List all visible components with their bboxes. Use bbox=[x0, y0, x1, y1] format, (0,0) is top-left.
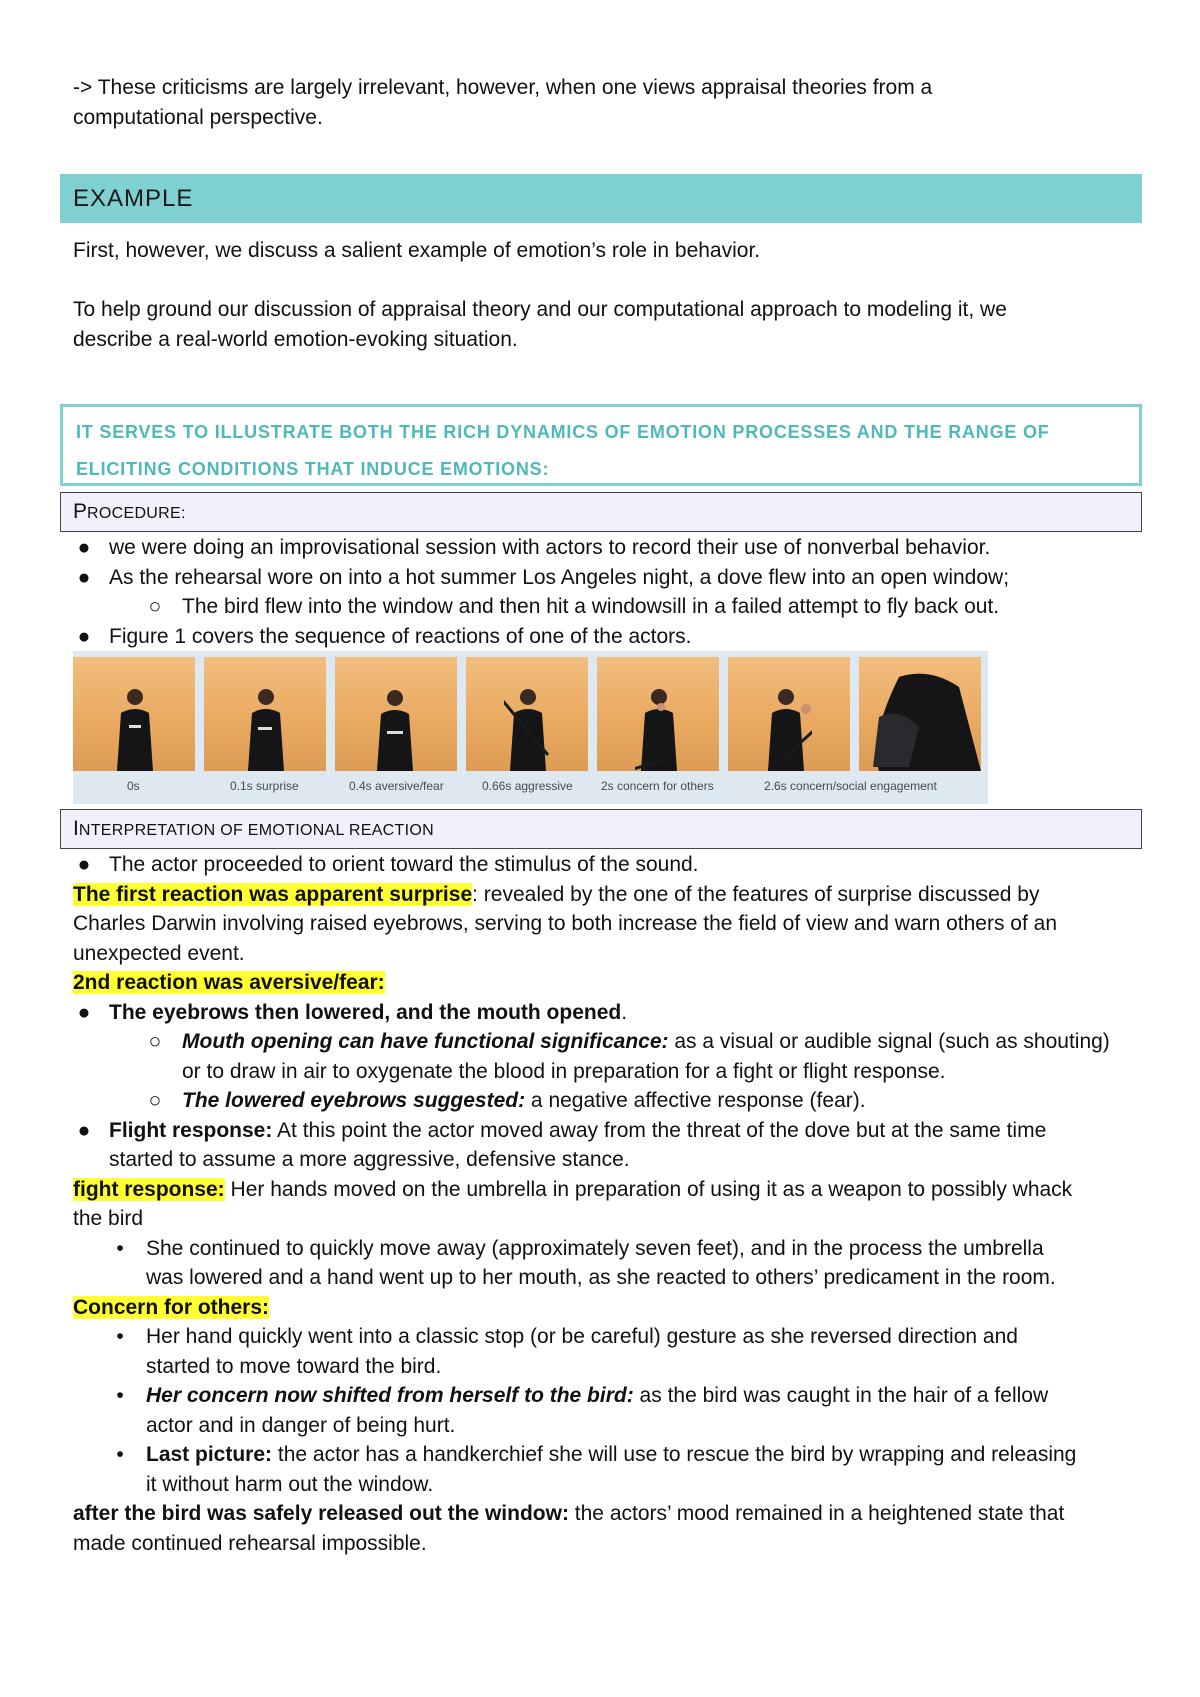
frame-aversive-fear bbox=[335, 657, 457, 771]
paragraph-ground-discussion: To help ground our discussion of appraisal theory and our computational approach to modeling it, we describe a real-world emotion-evoking situation. bbox=[73, 298, 1007, 351]
callout-line-2: ELICITING CONDITIONS THAT INDUCE EMOTIONS: bbox=[76, 459, 550, 479]
paragraph-salient-example: First, however, we discuss a salient example of emotion’s role in behavior. bbox=[73, 239, 761, 262]
actor-photo-icon bbox=[242, 685, 288, 771]
frame-0s bbox=[73, 657, 195, 771]
actor-photo-icon bbox=[766, 685, 812, 771]
actor-photo-icon bbox=[635, 685, 681, 771]
intro-paragraph bbox=[73, 73, 1133, 132]
intro-line-2: computational perspective. bbox=[73, 105, 323, 129]
after-release-line: after the bird was safely released out the window: the actors’ mood remained in a heightened state that bbox=[73, 1502, 1065, 1525]
fear-line bbox=[73, 968, 385, 998]
actor-photo-icon bbox=[373, 685, 419, 771]
highlight-surprise: The first reaction was apparent surprise bbox=[73, 882, 473, 906]
caption-surprise: 0.1s surprise bbox=[230, 779, 299, 793]
example-banner: EXAMPLE bbox=[60, 174, 1142, 223]
procedure-heading: PROCEDURE: bbox=[60, 492, 1142, 532]
caption-0s: 0s bbox=[127, 779, 140, 793]
frame-rescue bbox=[859, 657, 981, 771]
callout-line-1: IT SERVES TO ILLUSTRATE BOTH THE RICH DYNAMICS OF EMOTION PROCESSES AND THE RANGE OF bbox=[76, 422, 1050, 442]
actor-photo-icon bbox=[504, 685, 550, 771]
actor-photo-icon bbox=[111, 685, 157, 771]
caption-concern-social: 2.6s concern/social engagement bbox=[764, 779, 937, 793]
caption-aversive-fear: 0.4s aversive/fear bbox=[349, 779, 444, 793]
intro-line-1: -> These criticisms are largely irrelevant, however, when one views appraisal theories from a bbox=[73, 76, 933, 99]
callout-box bbox=[60, 404, 1142, 486]
concern-line bbox=[73, 1293, 269, 1323]
frame-concern-social bbox=[728, 657, 850, 771]
highlight-fight: fight response: bbox=[73, 1177, 225, 1201]
highlight-concern: Concern for others: bbox=[73, 1295, 270, 1319]
frame-concern-for-others bbox=[597, 657, 719, 771]
frame-aggressive bbox=[466, 657, 588, 771]
actor-photo-icon bbox=[859, 657, 981, 771]
caption-aggressive: 0.66s aggressive bbox=[482, 779, 573, 793]
caption-concern-for-others: 2s concern for others bbox=[601, 779, 714, 793]
surprise-line: The first reaction was apparent surprise: revealed by the one of the features of surprise discussed by bbox=[73, 882, 1040, 906]
interpretation-heading: INTERPRETATION OF EMOTIONAL REACTION bbox=[60, 809, 1142, 849]
highlight-fear: 2nd reaction was aversive/fear: bbox=[73, 971, 385, 994]
figure-1-image-strip bbox=[73, 651, 988, 804]
frame-surprise bbox=[204, 657, 326, 771]
document-page: -> These criticisms are largely irrelevant, however, when one views appraisal theories from a computational perspective. EXAMPLE First, however, we discuss a salient example of emotion’s role in behavior. To help ground our discussion of appraisal theory and our computational approach to modeling it, we describe a real-world emotion-evoking situation. IT SERVES TO ILLUSTRATE BOTH THE RICH DYNAMICS OF EMOTION PROCESSES AND THE RANGE OF ELICITING CONDITIONS THAT INDUCE EMOTIONS: PROCEDURE: ● we were doing an improvisational session with actors to record their use of nonverbal behavior. ● As the rehearsal wore on into a hot summer Los Angeles night, a dove flew into an open window; ○ The bird flew into the window and then hit a windowsill in a failed attempt to fly back out. ● Figure 1 covers the sequence of reactions of one of the actors. 0s 0.1s surprise 0.4s aversive/fear 0.66s aggressive 2s concern for others 2.6s concern/social engagement INTERPRETATION OF EMOTIONAL REACTION ● The actor proceeded to orient toward the stimulus of the sound. The first reaction was apparent surprise: revealed by the one of the features of surprise discussed by Charles Darwin involving raised eyebrows, serving to both increase the field of view and warn others of an unexpected event. 2nd reaction was aversive/fear: ● The eyebrows then lowered, and the mouth opened. ○ Mouth opening can have functional significance: as a visual or audible signal (such as shouting) or to draw in air to oxygenate the blood in preparation for a fight or flight response. ○ The lowered eyebrows suggested: a negative affective response (fear). ● Flight response: At this point the actor moved away from the threat of the dove but at the same time started to assume a more aggressive, defensive stance. fight response: Her hands moved on the umbrella in preparation of using it as a weapon to possibly whack the bird • She continued to quickly move away (approximately seven feet), and in the process the umbrella was lowered and a hand went up to her mouth, as she reacted to others’ predicament in the room. Concern for others: • Her hand quickly went into a classic stop (or be careful) gesture as she reversed direction and started to move toward the bird. • Her concern now shifted from herself to the bird: as the bird was caught in the hair of a fellow actor and in danger of being hurt. • Last picture: the actor has a handkerchief she will use to rescue the bird by wrapping and releasing it without harm out the window. after the bird was safely released out the window: the actors’ mood remained in a heightened state that made continued rehearsal impossible. bbox=[0, 0, 1200, 1697]
fight-line: fight response: Her hands moved on the umbrella in preparation of using it as a weapon to possibly whack bbox=[73, 1177, 1073, 1201]
